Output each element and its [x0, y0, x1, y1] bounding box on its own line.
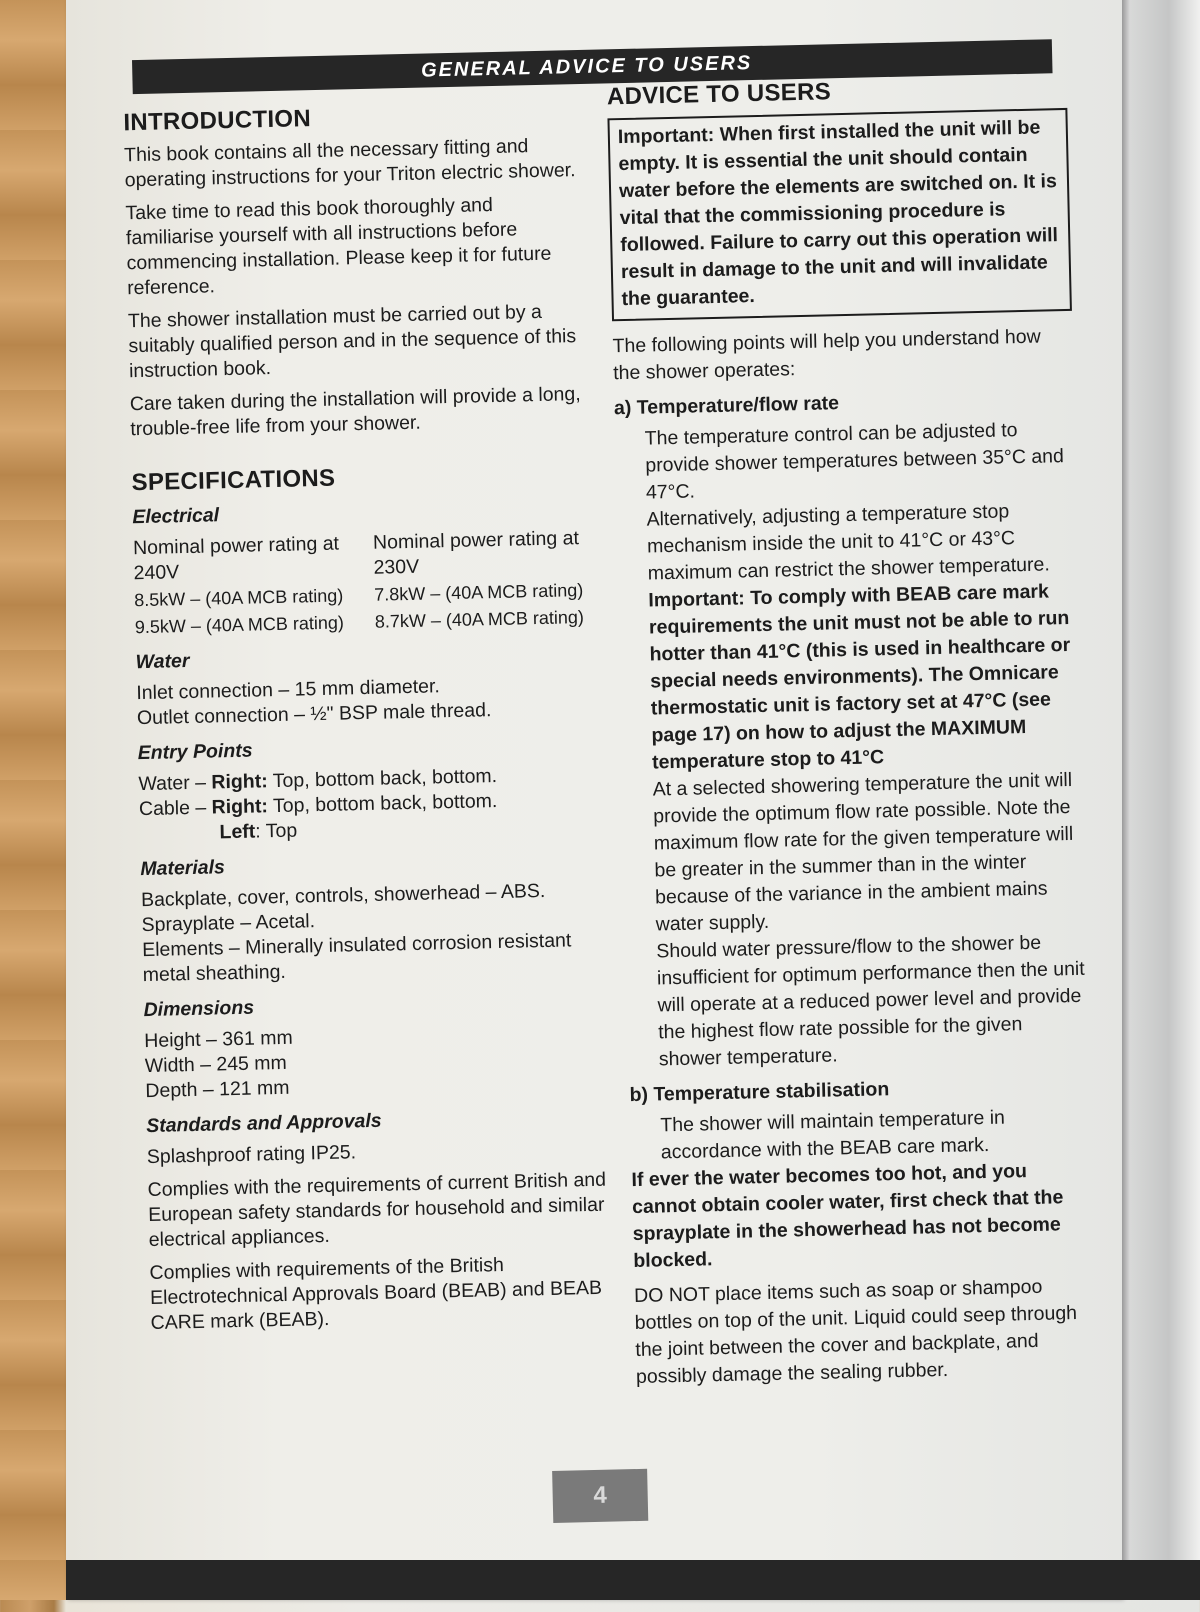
- item-a-important: [648, 578, 1082, 777]
- materials-label: Materials: [140, 856, 226, 881]
- item-a-paragraph: At a selected showering temperature the unit will provide the optimum flow rate possible. Note the maximum flow rate for the given temperature will be greater in the summer than in the winter because of the variance in the ambient mains water supply.: [652, 768, 1074, 936]
- electrical-label: Electrical: [132, 504, 220, 529]
- table-cell: 8.7kW – (40A MCB rating): [374, 607, 585, 632]
- dimension-line: Width – 245 mm: [144, 1051, 288, 1078]
- specifications-heading: SPECIFICATIONS: [131, 464, 336, 497]
- intro-paragraph: This book contains all the necessary fitting and operating instructions for your Triton electric shower.: [123, 135, 576, 192]
- item-a-title: a) Temperature/flow rate: [613, 392, 840, 420]
- item-a-paragraph: The temperature control can be adjusted to provide shower temperatures between 35°C and 47°C.: [644, 419, 1065, 504]
- entry-cable-prefix: Cable –: [138, 796, 207, 821]
- intro-paragraph: Care taken during the installation will provide a long, trouble-free life from your shower.: [129, 383, 581, 441]
- intro-paragraph: The shower installation must be carried out by a suitably qualified person and in the sequence of this instruction book.: [127, 300, 577, 383]
- introduction-heading: INTRODUCTION: [123, 105, 312, 137]
- important-box: [607, 108, 1071, 321]
- entry-water-text: Top, bottom back, bottom.: [272, 765, 498, 793]
- section-header: GENERAL ADVICE TO USERS: [132, 39, 1053, 94]
- entry-water-side: Right:: [211, 770, 268, 794]
- intro-paragraph: Take time to read this book thoroughly and familiarise yourself with all instructions before commencing installation. Please keep it for future reference.: [125, 193, 552, 300]
- item-a-important-text: To comply with BEAB care mark requirements the unit must not be able to run hotter than 41°C (this is used in healthcare or special needs environments). The Omnicare thermostatic unit is factory set at 47°C (see page 17) on how to adjust the MAXIMUM temperature stop to 41°C: [648, 580, 1071, 774]
- item-a-body: [614, 416, 1089, 1074]
- col1-head: Nominal power rating at 240V: [132, 532, 340, 585]
- important-box-lead: Important:: [617, 123, 715, 149]
- water-line: Outlet connection – ½" BSP male thread.: [136, 699, 492, 730]
- hot-water-warning: If ever the water becomes too hot, and you cannot obtain cooler water, first check that the sprayplate in the showerhead has not become blocked.: [631, 1160, 1064, 1273]
- col2-head: Nominal power rating at 230V: [372, 527, 580, 579]
- materials-line: Elements – Minerally insulated corrosion resistant metal sheathing.: [141, 929, 572, 987]
- electrical-table: [133, 526, 595, 640]
- item-b-title: b) Temperature stabilisation: [629, 1078, 890, 1107]
- materials-line: Sprayplate – Acetal.: [141, 910, 316, 937]
- right-column: [607, 73, 1097, 1399]
- dimensions-label: Dimensions: [143, 996, 255, 1022]
- entry-left-side: Left: [219, 820, 256, 844]
- final-note: DO NOT place items such as soap or shampoo bottles on top of the unit. Liquid could seep through the joint between the cover and backplate, and possibly damage the sealing rubber.: [633, 1275, 1078, 1389]
- standards-paragraph: Splashproof rating IP25.: [146, 1141, 357, 1169]
- entry-cable-text: Top, bottom back, bottom.: [272, 790, 498, 818]
- page-content: [49, 0, 1141, 1612]
- water-line: Inlet connection – 15 mm diameter.: [136, 675, 441, 705]
- entry-water-prefix: Water –: [138, 771, 207, 796]
- table-cell: 7.8kW – (40A MCB rating): [373, 580, 584, 605]
- entry-cable-side: Right:: [211, 795, 269, 819]
- materials-line: Backplate, cover, controls, showerhead – ABS.: [140, 879, 546, 912]
- page-number: 4: [552, 1469, 648, 1523]
- item-a-important-lead: Important:: [648, 587, 746, 612]
- entry-points-label: Entry Points: [137, 739, 253, 765]
- table-cell: 9.5kW – (40A MCB rating): [134, 612, 345, 638]
- dimension-line: Height – 361 mm: [144, 1026, 293, 1053]
- standards-paragraph: Complies with the requirements of current British and European safety standards for household and similar electrical appliances.: [147, 1168, 607, 1252]
- advice-intro: The following points will help you understand how the shower operates:: [612, 325, 1041, 385]
- important-box-text: When first installed the unit will be empty. It is essential the unit should contain water before the elements are switched on. It is vital that the commissioning procedure is followed. Failure to carry out this operation will result in damage to the unit and will invalidate the guarantee.: [618, 116, 1059, 311]
- item-a-paragraph: Should water pressure/flow to the shower be insufficient for optimum performance then the unit will operate at a reduced power level and provide the highest flow rate possible for the given shower temperature.: [656, 931, 1085, 1071]
- left-column: [123, 100, 611, 1344]
- advice-heading: ADVICE TO USERS: [606, 78, 832, 111]
- standards-label: Standards and Approvals: [145, 1109, 382, 1138]
- standards-paragraph: Complies with requirements of the British Electrotechnical Approvals Board (BEAB) and BEAB CARE mark (BEAB).: [149, 1253, 603, 1335]
- entry-left-text: : Top: [255, 819, 298, 843]
- item-b-paragraph: The shower will maintain temperature in accordance with the BEAB care mark.: [660, 1106, 1006, 1164]
- item-a-paragraph: Alternatively, adjusting a temperature stop mechanism inside the unit to 41°C or 43°C maximum can restrict the shower temperature.: [646, 500, 1050, 585]
- table-cell: 8.5kW – (40A MCB rating): [134, 585, 344, 611]
- dimension-line: Depth – 121 mm: [145, 1076, 290, 1103]
- water-label: Water: [135, 649, 190, 674]
